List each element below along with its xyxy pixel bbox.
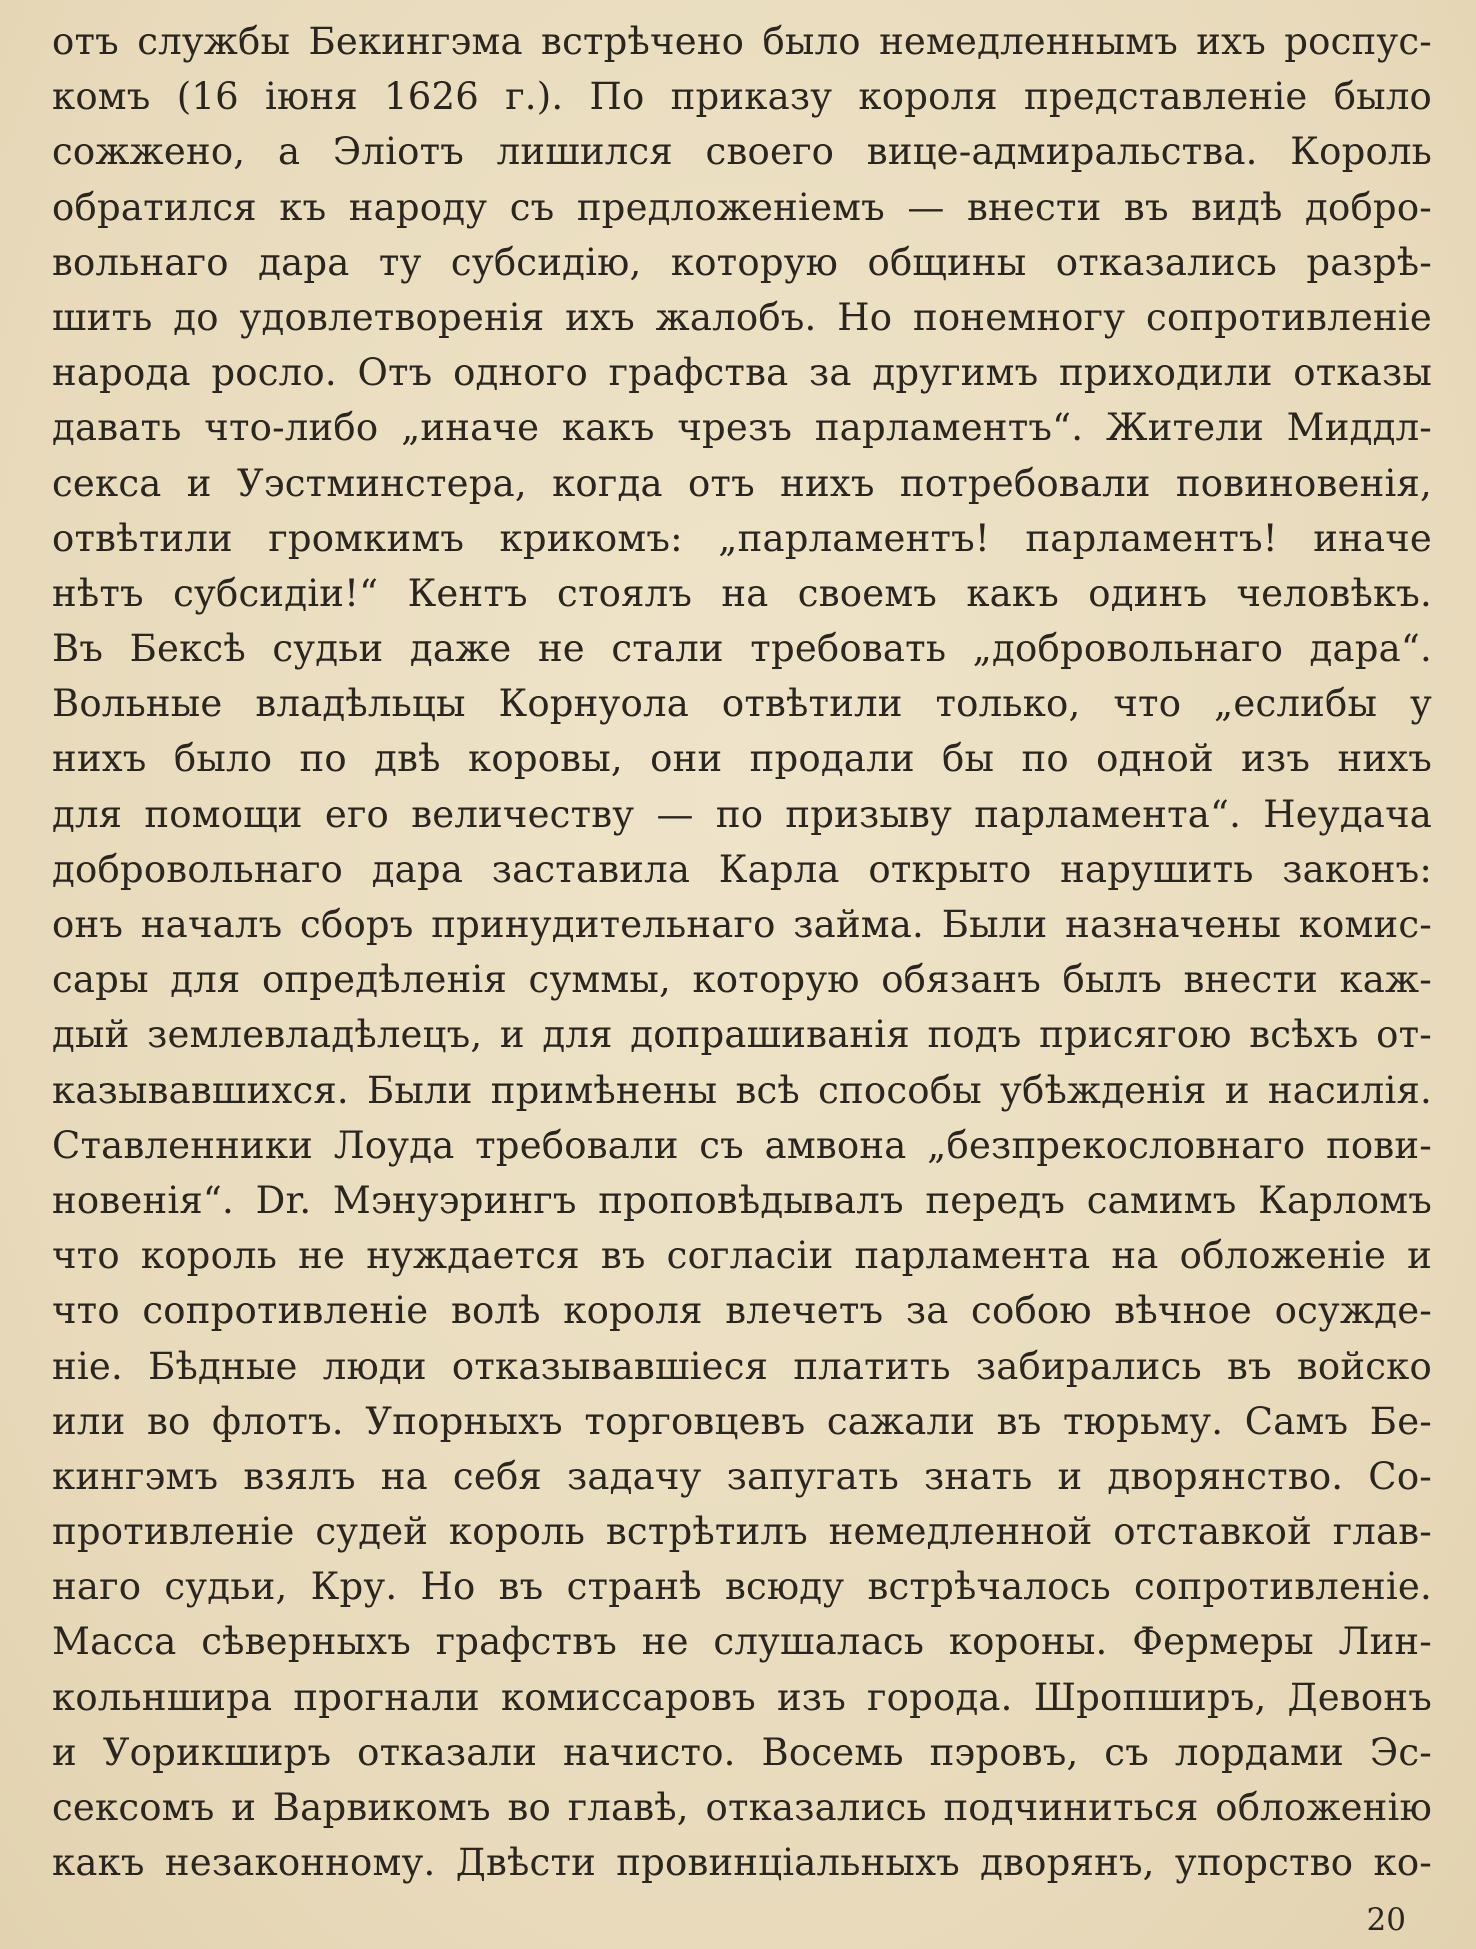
page-number: 20 (1366, 1902, 1406, 1938)
text-line: секса и Уэстминстера, когда отъ нихъ потребовали повиновенія, (52, 461, 1432, 505)
text-line: нѣтъ субсидіи!“ Кентъ стоялъ на своемъ какъ одинъ человѣкъ. (52, 571, 1432, 615)
text-line: какъ незаконному. Двѣсти провинціальныхъ дворянъ, упорство ко- (52, 1841, 1432, 1885)
text-line: ніе. Бѣдные люди отказывавшіеся платить забирались въ войско (52, 1344, 1432, 1388)
text-line: комъ (16 іюня 1626 г.). По приказу короля представленіе было (52, 75, 1432, 119)
text-line: Въ Бексѣ судьи даже не стали требовать „добровольнаго дара“. (52, 627, 1432, 671)
text-line: новенія“. Dr. Мэнуэрингъ проповѣдывалъ передъ самимъ Карломъ (52, 1178, 1432, 1222)
text-line: противленіе судей король встрѣтилъ немедленной отставкой глав- (52, 1510, 1432, 1554)
body-text (52, 14, 1432, 1890)
text-line: для помощи его величеству — по призыву парламента“. Неудача (52, 792, 1432, 836)
text-line: дый землевладѣлецъ, и для допрашиванія подъ присягою всѣхъ от- (52, 1013, 1432, 1057)
text-line: отвѣтили громкимъ крикомъ: „парламентъ! парламентъ! иначе (52, 516, 1432, 560)
text-line: нихъ было по двѣ коровы, они продали бы по одной изъ нихъ (52, 737, 1432, 781)
text-line: народа росло. Отъ одного графства за другимъ приходили отказы (52, 351, 1432, 395)
text-line: Масса сѣверныхъ графствъ не слушалась короны. Фермеры Лин- (52, 1620, 1432, 1664)
text-line: Вольные владѣльцы Корнуола отвѣтили только, что „еслибы у (52, 682, 1432, 726)
text-line: что король не нуждается въ согласіи парламента на обложеніе и (52, 1234, 1432, 1278)
text-line: сожжено, а Эліотъ лишился своего вице-адмиральства. Король (52, 130, 1432, 174)
text-line: кольншира прогнали комиссаровъ изъ города. Шропширъ, Девонъ (52, 1675, 1432, 1719)
text-line: кингэмъ взялъ на себя задачу запугать знать и дворянство. Со- (52, 1454, 1432, 1498)
text-line: добровольнаго дара заставила Карла открыто нарушить законъ: (52, 847, 1432, 891)
text-line: и Уорикширъ отказали начисто. Восемь пэровъ, съ лордами Эс- (52, 1730, 1432, 1774)
text-line: казывавшихся. Были примѣнены всѣ способы убѣжденія и насилія. (52, 1068, 1432, 1112)
text-line: онъ началъ сборъ принудительнаго займа. Были назначены комис- (52, 903, 1432, 946)
text-line: отъ службы Бекингэма встрѣчено было немедленнымъ ихъ роспус- (52, 20, 1432, 63)
text-line: Ставленники Лоуда требовали съ амвона „безпрекословнаго пови- (52, 1123, 1432, 1167)
text-line: обратился къ народу съ предложеніемъ — внести въ видѣ добро- (52, 185, 1432, 229)
text-line: или во флотъ. Упорныхъ торговцевъ сажали въ тюрьму. Самъ Бе- (52, 1399, 1432, 1443)
text-line: шить до удовлетворенія ихъ жалобъ. Но понемногу сопротивленіе (52, 295, 1432, 339)
text-line: давать что-либо „иначе какъ чрезъ парламентъ“. Жители Миддл- (52, 406, 1432, 450)
text-line: сексомъ и Варвикомъ во главѣ, отказались подчиниться обложенію (52, 1786, 1432, 1829)
text-line: что сопротивленіе волѣ короля влечетъ за собою вѣчное осужде- (52, 1289, 1432, 1333)
text-line: сары для опредѣленія суммы, которую обязанъ былъ внести каж- (52, 958, 1432, 1002)
text-line: вольнаго дара ту субсидію, которую общины отказались разрѣ- (52, 240, 1432, 284)
text-line: наго судьи, Кру. Но въ странѣ всюду встрѣчалось сопротивленіе. (52, 1565, 1432, 1609)
